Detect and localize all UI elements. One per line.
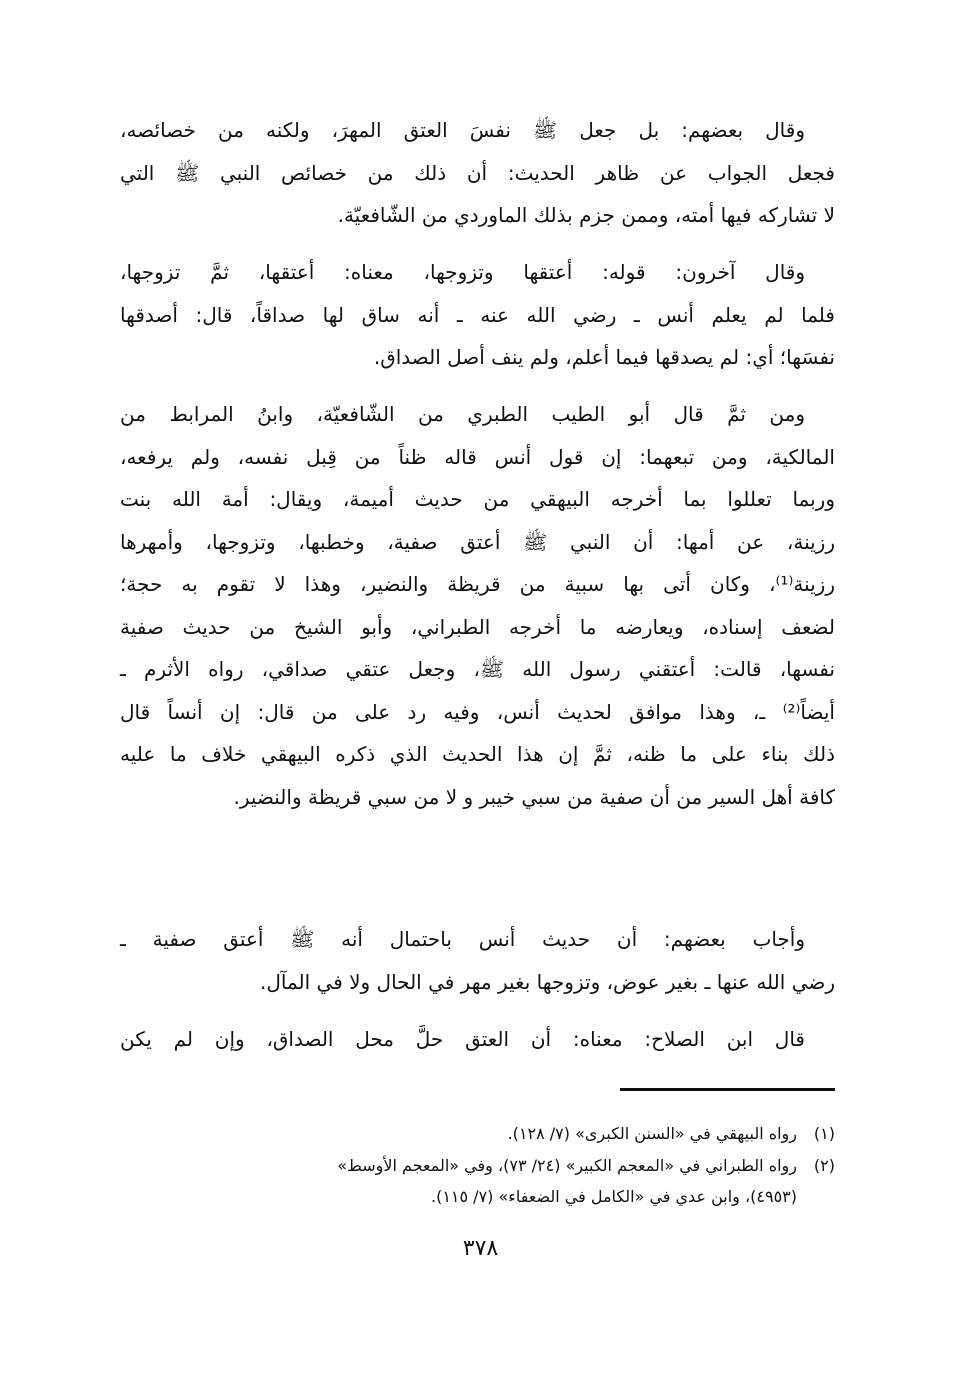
text-line: ذلك بناء على ما ظنه، ثمَّ إن هذا الحديث الذي ذكره البيهقي خلاف ما عليه (120, 742, 835, 766)
text-line: لا تشاركه فيها أمته، وممن جزم بذلك الماوردي من الشّافعيّة. (337, 203, 835, 227)
text-line: فجعل الجواب عن ظاهر الحديث: أن ذلك من خصائص النبي ﷺ التي (120, 160, 835, 185)
text-line: وأجاب بعضهم: أن حديث أنس باحتمال أنه ﷺ أعتق صفية ـ (120, 927, 805, 951)
text-line: رزينة⁽¹⁾، وكان أتى بها سبية من قريظة والنضير، وهذا لا تقوم به حجة؛ (120, 572, 835, 596)
text-line: رزينة، عن أمها: أن النبي ﷺ أعتق صفية، وخطبها، وتزوجها، وأمهرها (120, 529, 835, 554)
footnote-text: رواه البيهقي في «السنن الكبرى» (٧/ ١٢٨). (507, 1124, 797, 1143)
text-line: وقال آخرون: قوله: أعتقها وتزوجها، معناه: أعتقها، ثمَّ تزوجها، (120, 260, 805, 284)
text-line: المالكية، ومن تبعهما: إن قول أنس قاله ظناً من قِبل نفسه، ولم يرفعه، (120, 444, 835, 469)
text-line: رضي الله عنها ـ بغير عوض، وتزوجها بغير مهر في الحال ولا في المآل. (259, 969, 835, 994)
text-line: نفسَها؛ أي: لم يصدقها فيما أعلم، ولم ينف أصل الصداق. (373, 345, 835, 369)
text-line: كافة أهل السير من أن صفية من سبي خيبر و لا من سبي قريظة والنضير. (233, 784, 835, 809)
footnote-text: (٤٩٥٣)، وابن عدي في «الكامل في الضعفاء» (٧/ ١١٥). (430, 1187, 797, 1206)
footnote-text: رواه الطبراني في «المعجم الكبير» (٢٤/ ٧٣)، وفي «المعجم الأوسط» (337, 1156, 797, 1175)
text-line: وربما تعللوا بما أخرجه البيهقي من حديث أميمة، ويقال: أمة الله بنت (120, 487, 835, 511)
footnote (431, 1185, 797, 1209)
footnote-number: (٢) (813, 1156, 835, 1175)
footnote (337, 1154, 835, 1178)
text-line: وقال بعضهم: بل جعل ﷺ نفسَ العتق المهرَ، ولكنه من خصائصه، (120, 118, 805, 142)
text-line: فلما لم يعلم أنس ـ رضي الله عنه ـ أنه ساق لها صداقاً، قال: أصدقها (120, 302, 835, 327)
page-number: ٣٧٨ (462, 1236, 499, 1261)
footnote-number: (١) (813, 1124, 835, 1143)
text-line: ومن ثمَّ قال أبو الطيب الطبري من الشّافعيّة، وابنُ المرابط من (120, 402, 805, 426)
text-line: قال ابن الصلاح: معناه: أن العتق حلَّ محل الصداق، وإن لم يكن (120, 1027, 805, 1051)
text-line: أيضاً⁽²⁾ ـ، وهذا موافق لحديث أنس، وفيه رد على من قال: إن أنساً قال (120, 699, 835, 724)
text-line: نفسها، قالت: أعتقني رسول الله ﷺ، وجعل عتقي صداقي، رواه الأثرم ـ (120, 657, 835, 681)
footnote-separator (620, 1088, 835, 1091)
text-line: لضعف إسناده، ويعارضه ما أخرجه الطبراني، وأبو الشيخ من حديث صفية (120, 614, 835, 639)
footnote (508, 1122, 835, 1146)
